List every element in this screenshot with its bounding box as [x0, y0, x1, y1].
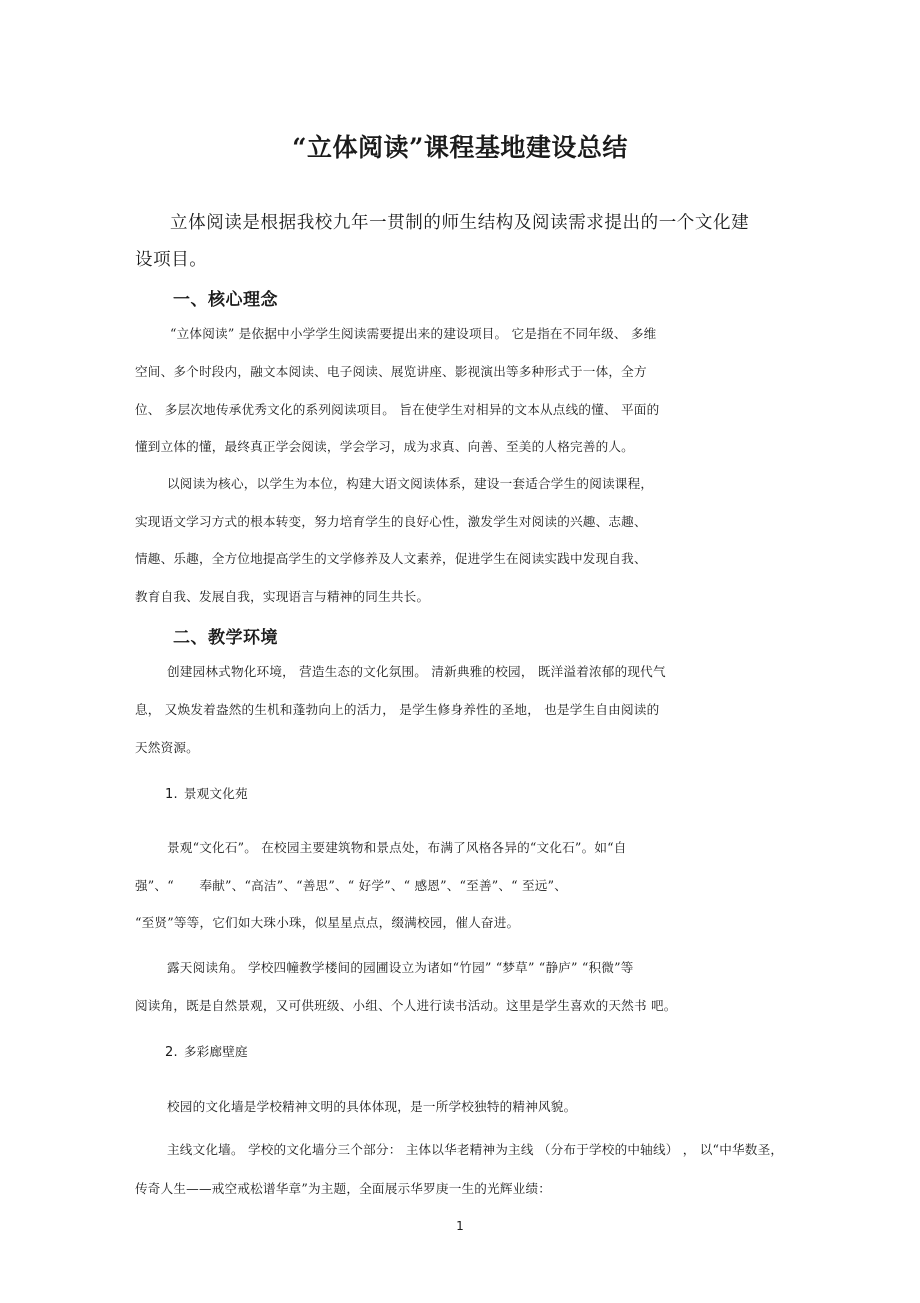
- intro-line: 立体阅读是根据我校九年一贯制的师生结构及阅读需求提出的一个文化建: [170, 213, 750, 233]
- subsection-label: 多彩廊壁庭: [183, 1044, 248, 1059]
- page-number: 1: [456, 1219, 464, 1233]
- paragraph-line: 教育自我、发展自我，实现语言与精神的同生共长。: [135, 589, 430, 604]
- paragraph-line: 情趣、乐趣，全方位地提高学生的文学修养及人文素养，促进学生在阅读实践中发现自我、: [135, 551, 647, 566]
- paragraph-line: 校园的文化墙是学校精神文明的具体体现，是一所学校独特的精神风貌。: [167, 1099, 577, 1114]
- paragraph-line: 空间、多个时段内，融文本阅读、电子阅读、展览讲座、影视演出等多种形式于一体，全方: [135, 364, 647, 379]
- paragraph-line: “至贤”等等，它们如大珠小珠，似星星点点，缀满校园，催人奋进。: [135, 915, 520, 930]
- paragraph-line: 位、 多层次地传承优秀文化的系列阅读项目。 旨在使学生对相异的文本从点线的懂、 平面的: [135, 402, 660, 417]
- subsection-heading-corridor: [165, 1041, 248, 1060]
- intro-line: 设项目。: [135, 250, 208, 270]
- subsection-heading-landscape: [165, 783, 248, 802]
- paragraph-line: 景观“文化石”。 在校园主要建筑物和景点处，布满了风格各异的“文化石”。如“自: [167, 840, 627, 855]
- paragraph-line: 天然资源。: [135, 740, 199, 755]
- section-heading-core-concept: 一、核心理念: [173, 290, 278, 310]
- paragraph-line: 露天阅读角。 学校四幢教学楼间的园圃设立为诸如“竹园” “梦草” “静庐” “积微”等: [167, 960, 634, 975]
- paragraph-line: 强”、“ 奉献”、“高洁”、“善思”、“ 好学”、“ 感恩”、“至善”、“ 至远”、: [135, 878, 568, 893]
- subsection-number: 2.: [165, 1045, 178, 1060]
- paragraph-line: 阅读角，既是自然景观，又可供班级、小组、个人进行读书活动。这里是学生喜欢的天然书 吧。: [135, 998, 677, 1013]
- paragraph-line: 息， 又焕发着盎然的生机和蓬勃向上的活力， 是学生修身养性的圣地， 也是学生自由阅读的: [135, 702, 660, 717]
- paragraph-line: “立体阅读” 是依据中小学学生阅读需要提出来的建设项目。 它是指在不同年级、 多维: [170, 326, 657, 341]
- paragraph-line: 传奇人生——戒空戒松谱华章”为主题，全面展示华罗庚一生的光辉业绩：: [135, 1181, 552, 1196]
- section-heading-teaching-environment: 二、教学环境: [173, 628, 278, 648]
- document-title: “立体阅读”课程基地建设总结: [292, 133, 628, 162]
- subsection-number: 1.: [165, 787, 178, 802]
- paragraph-line: 主线文化墙。 学校的文化墙分三个部分： 主体以华老精神为主线 （分布于学校的中轴线） ， 以“中华数圣，: [167, 1142, 784, 1157]
- paragraph-line: 以阅读为核心，以学生为本位，构建大语文阅读体系，建设一套适合学生的阅读课程，: [167, 476, 654, 491]
- subsection-label: 景观文化苑: [183, 786, 248, 801]
- paragraph-line: 懂到立体的懂，最终真正学会阅读，学会学习，成为求真、向善、至美的人格完善的人。: [135, 439, 634, 454]
- paragraph-line: 实现语文学习方式的根本转变，努力培育学生的良好心性，激发学生对阅读的兴趣、志趣、: [135, 514, 647, 529]
- paragraph-line: 创建园林式物化环境， 营造生态的文化氛围。 清新典雅的校园， 既洋溢着浓郁的现代气: [167, 664, 666, 679]
